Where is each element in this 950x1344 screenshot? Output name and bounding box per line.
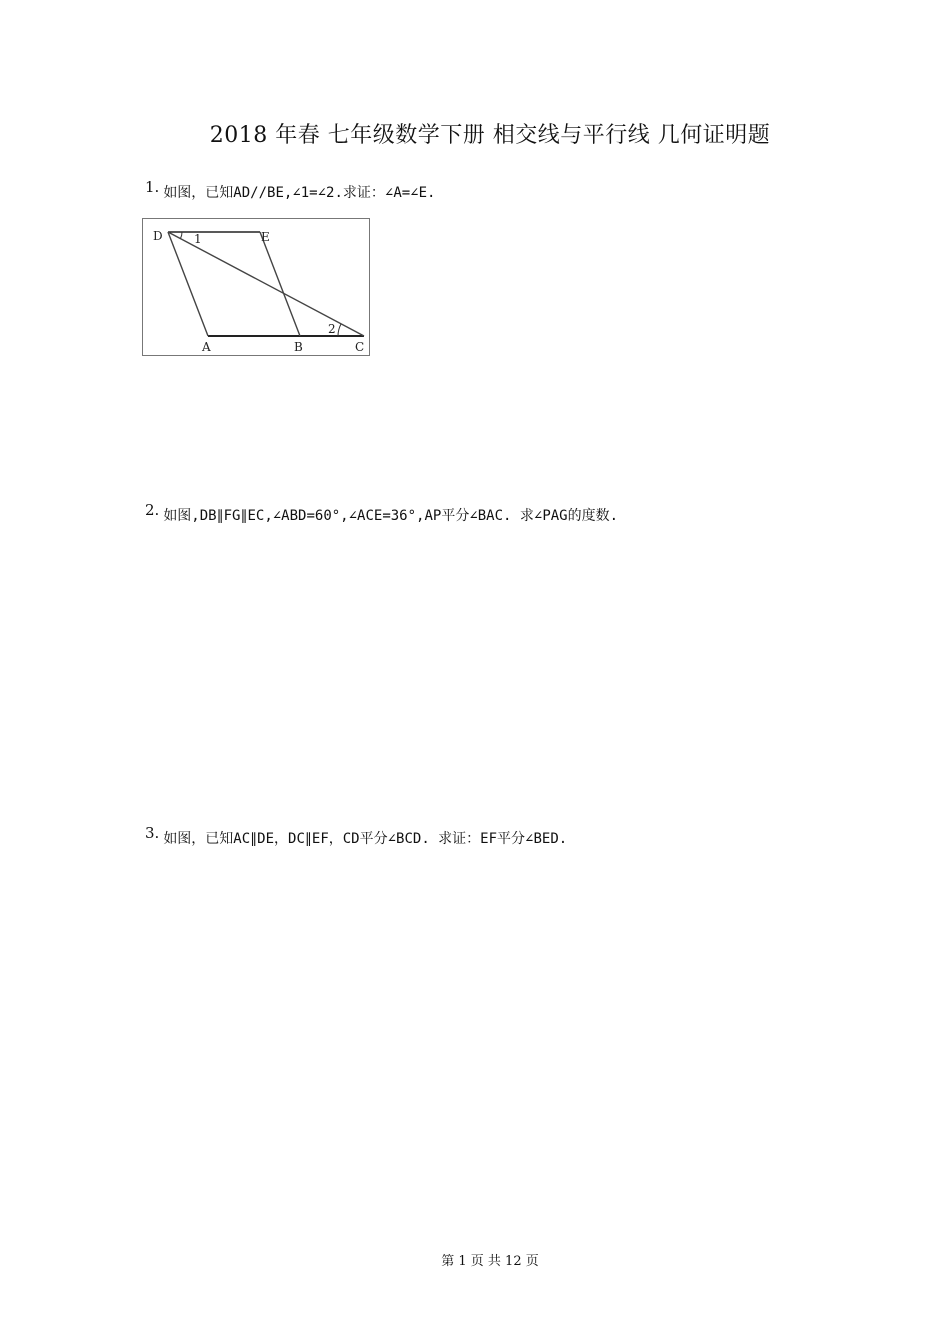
figure-svg [142,218,370,356]
problem-text: 如图，已知AC∥DE，DC∥EF，CD平分∠BCD. 求证：EF平分∠BED. [163,831,568,847]
label-angle-1: 1 [194,232,202,246]
problem-number: 3. [145,824,160,842]
page-footer: 第 1 页 共 12 页 [441,1254,539,1269]
label-e: E [261,230,270,244]
page-title: 2018 年春 七年级数学下册 相交线与平行线 几何证明题 [209,123,771,148]
label-c: C [355,340,365,354]
geometry-figure [142,218,370,356]
problem-3 [145,824,568,848]
problem-2 [145,501,619,525]
problem-1 [145,178,436,202]
problem-number: 2. [145,501,160,519]
problem-text: 如图，已知AD//BE,∠1=∠2.求证：∠A=∠E. [163,185,436,201]
label-b: B [294,340,303,354]
label-angle-2: 2 [328,322,336,336]
label-a: A [202,340,211,354]
problem-text: 如图,DB∥FG∥EC,∠ABD=60°,∠ACE=36°,AP平分∠BAC. 求∠PAG的度数. [163,508,619,524]
problem-number: 1. [145,178,160,196]
label-d: D [153,229,163,243]
